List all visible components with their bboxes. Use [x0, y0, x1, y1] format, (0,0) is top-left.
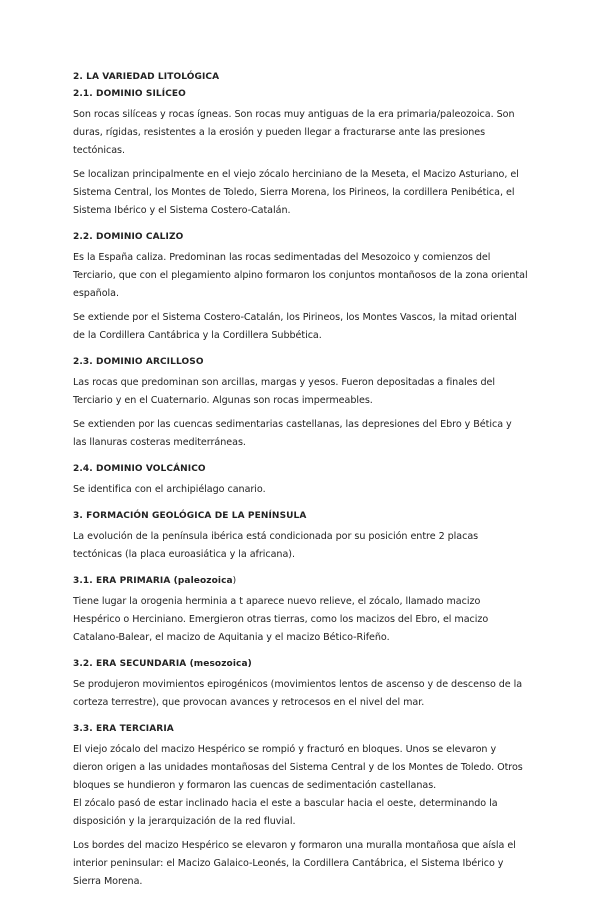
document-page [73, 72, 528, 897]
era-primaria-subtitle: (paleozoica [173, 576, 233, 586]
paragraph-primaria-1: Tiene lugar la orogenia herminia a t aparece nuevo relieve, el zócalo, llamado macizo Hespérico o Herciniano. Emergieron otras tierras, como los macizos del Ebro, el macizo Catalano-Balear, el macizo de Aquitania y el macizo Bético-Rifeño. [73, 596, 489, 643]
era-secundaria-subtitle: (mesozoica) [189, 659, 252, 669]
paragraph-arcilloso-2: Se extienden por las cuencas sedimentarias castellanas, las depresiones del Ebro y Bética y las llanuras costeras mediterráneas. [73, 419, 512, 448]
heading-formacion-geologica: 3. FORMACIÓN GEOLÓGICA DE LA PENÍNSULA [73, 511, 307, 521]
paragraph-formacion-1: La evolución de la península ibérica está condicionada por su posición entre 2 placas tectónicas (la placa euroasiática y la africana). [73, 531, 479, 560]
paragraph-calizo-2: Se extiende por el Sistema Costero-Catalán, los Pirineos, los Montes Vascos, la mitad oriental de la Cordillera Cantábrica y la Cordillera Subbética. [73, 312, 517, 341]
heading-era-primaria [73, 576, 528, 586]
heading-era-secundaria [73, 659, 528, 669]
paragraph-siliceo-1: Son rocas silíceas y rocas ígneas. Son rocas muy antiguas de la era primaria/paleozoica. Son duras, rígidas, resistentes a la erosión y pueden llegar a fracturarse ante las presiones tectónicas. [73, 109, 515, 156]
paragraph-siliceo-2: Se localizan principalmente en el viejo zócalo herciniano de la Meseta, el Macizo Asturiano, el Sistema Central, los Montes de Toledo, Sierra Morena, los Pirineos, la cordillera Penibética, el Sistema Ibérico y el Sistema Costero-Catalán. [73, 169, 519, 216]
paragraph-calizo-1: Es la España caliza. Predominan las rocas sedimentadas del Mesozoico y comienzos del Terciario, que con el plegamiento alpino formaron los conjuntos montañosos de la zona oriental española. [73, 252, 528, 299]
era-primaria-close: ) [232, 576, 237, 586]
heading-variedad-litologica: 2. LA VARIEDAD LITOLÓGICA [73, 72, 220, 82]
paragraph-arcilloso-1: Las rocas que predominan son arcillas, margas y yesos. Fueron depositadas a finales del Terciario y en el Cuaternario. Algunas son rocas impermeables. [73, 377, 495, 406]
heading-era-terciaria: 3.3. ERA TERCIARIA [73, 724, 174, 734]
paragraph-secundaria-1: Se produjeron movimientos epirogénicos (movimientos lentos de ascenso y de descenso de la corteza terrestre), que provocan avances y retrocesos en el nivel del mar. [73, 679, 523, 708]
paragraph-terciaria-2: El zócalo pasó de estar inclinado hacia el este a bascular hacia el oeste, determinando la disposición y la jerarquización de la red fluvial. [73, 798, 498, 827]
paragraph-terciaria-3: Los bordes del macizo Hespérico se elevaron y formaron una muralla montañosa que aísla el interior peninsular: el Macizo Galaico-Leonés, la Cordillera Cantábrica, el Sistema Ibérico y Sierra Morena. [73, 840, 516, 887]
era-secundaria-title: 3.2. ERA SECUNDARIA [73, 659, 187, 669]
heading-dominio-arcilloso: 2.3. DOMINIO ARCILLOSO [73, 357, 204, 367]
era-primaria-title: 3.1. ERA PRIMARIA [73, 576, 171, 586]
paragraph-terciaria-1: El viejo zócalo del macizo Hespérico se rompió y fracturó en bloques. Unos se elevaron y dieron origen a las unidades montañosas del Sistema Central y de los Montes de Toledo. Otros bloques se hundieron y formaron las cuencas de sedimentación castellanas. [73, 744, 523, 791]
paragraph-volcanico-1: Se identifica con el archipiélago canario. [73, 484, 266, 495]
heading-dominio-siliceo: 2.1. DOMINIO SILÍCEO [73, 89, 186, 99]
heading-dominio-volcanico: 2.4. DOMINIO VOLCÁNICO [73, 464, 206, 474]
heading-dominio-calizo: 2.2. DOMINIO CALIZO [73, 232, 184, 242]
